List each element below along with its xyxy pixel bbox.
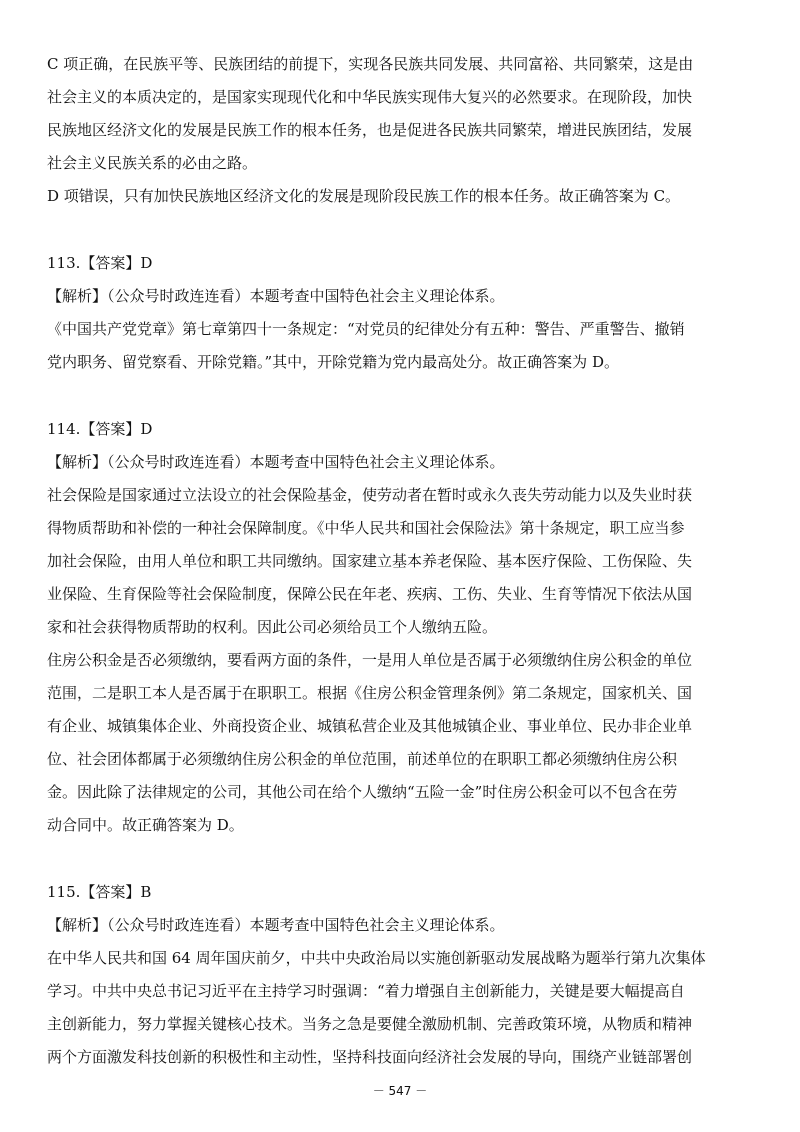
paragraph-line: 两个方面激发科技创新的积极性和主动性，坚持科技面向经济社会发展的导向，围绕产业链部署创 xyxy=(47,1048,693,1066)
paragraph-line: 社会主义的本质决定的，是国家实现现代化和中华民族实现伟大复兴的必然要求。在现阶段，加快 xyxy=(47,88,693,106)
paragraph-line: 有企业、城镇集体企业、外商投资企业、城镇私营企业及其他城镇企业、事业单位、民办非企业单 xyxy=(47,717,693,735)
paragraph-line: 得物质帮助和补偿的一种社会保障制度。《中华人民共和国社会保险法》第十条规定，职工应当参 xyxy=(47,519,685,537)
paragraph-line: 范围，二是职工本人是否属于在职职工。根据《住房公积金管理条例》第二条规定，国家机关、国 xyxy=(47,684,693,702)
paragraph-line: 业保险、生育保险等社会保险制度，保障公民在年老、疾病、工伤、失业、生育等情况下依法从国 xyxy=(47,585,693,603)
paragraph-line: D 项错误，只有加快民族地区经济文化的发展是现阶段民族工作的根本任务。故正确答案为 C。 xyxy=(47,187,681,205)
paragraph-line: 民族地区经济文化的发展是民族工作的根本任务，也是促进各民族共同繁荣，增进民族团结，发展 xyxy=(47,121,693,139)
paragraph-line: 社会保险是国家通过立法设立的社会保险基金，使劳动者在暂时或永久丧失劳动能力以及失业时获 xyxy=(47,486,693,504)
paragraph-line: 社会主义民族关系的必由之路。 xyxy=(47,154,258,172)
paragraph-line: 金。因此除了法律规定的公司，其他公司在给个人缴纳“五险一金”时住房公积金可以不包含在劳 xyxy=(47,783,678,801)
paragraph-line: 加社会保险，由用人单位和职工共同缴纳。国家建立基本养老保险、基本医疗保险、工伤保险、失 xyxy=(47,552,693,570)
analysis-heading: 【解析】（公众号时政连连看）本题考查中国特色社会主义理论体系。 xyxy=(47,287,505,305)
paragraph-line: 党内职务、留党察看、开除党籍。”其中，开除党籍为党内最高处分。故正确答案为 D。 xyxy=(47,353,619,371)
paragraph-line: C 项正确，在民族平等、民族团结的前提下，实现各民族共同发展、共同富裕、共同繁荣，这是由 xyxy=(47,55,694,73)
paragraph-line: 位、社会团体都属于必须缴纳住房公积金的单位范围，前述单位的在职职工都必须缴纳住房公积 xyxy=(47,750,678,768)
answer-heading: 114.【答案】D xyxy=(47,420,153,438)
analysis-heading: 【解析】（公众号时政连连看）本题考查中国特色社会主义理论体系。 xyxy=(47,916,505,934)
paragraph-line: 住房公积金是否必须缴纳，要看两方面的条件，一是用人单位是否属于必须缴纳住房公积金的单位 xyxy=(47,651,693,669)
page-number: － 547 － xyxy=(372,1084,428,1098)
analysis-heading: 【解析】（公众号时政连连看）本题考查中国特色社会主义理论体系。 xyxy=(47,453,505,471)
answer-heading: 113.【答案】D xyxy=(47,254,153,272)
paragraph-line: 在中华人民共和国 64 周年国庆前夕，中共中央政治局以实施创新驱动发展战略为题举行第九次集体 xyxy=(47,949,706,967)
paragraph-line: 《中国共产党党章》第七章第四十一条规定：“对党员的纪律处分有五种：警告、严重警告、撤销 xyxy=(47,320,685,338)
answer-heading: 115.【答案】B xyxy=(47,883,152,901)
paragraph-line: 家和社会获得物质帮助的权利。因此公司必须给员工个人缴纳五险。 xyxy=(47,618,498,636)
paragraph-line: 学习。中共中央总书记习近平在主持学习时强调：“着力增强自主创新能力，关键是要大幅提高自 xyxy=(47,982,685,1000)
paragraph-line: 动合同中。故正确答案为 D。 xyxy=(47,816,244,834)
paragraph-line: 主创新能力，努力掌握关键核心技术。当务之急是要健全激励机制、完善政策环境，从物质和精神 xyxy=(47,1015,693,1033)
